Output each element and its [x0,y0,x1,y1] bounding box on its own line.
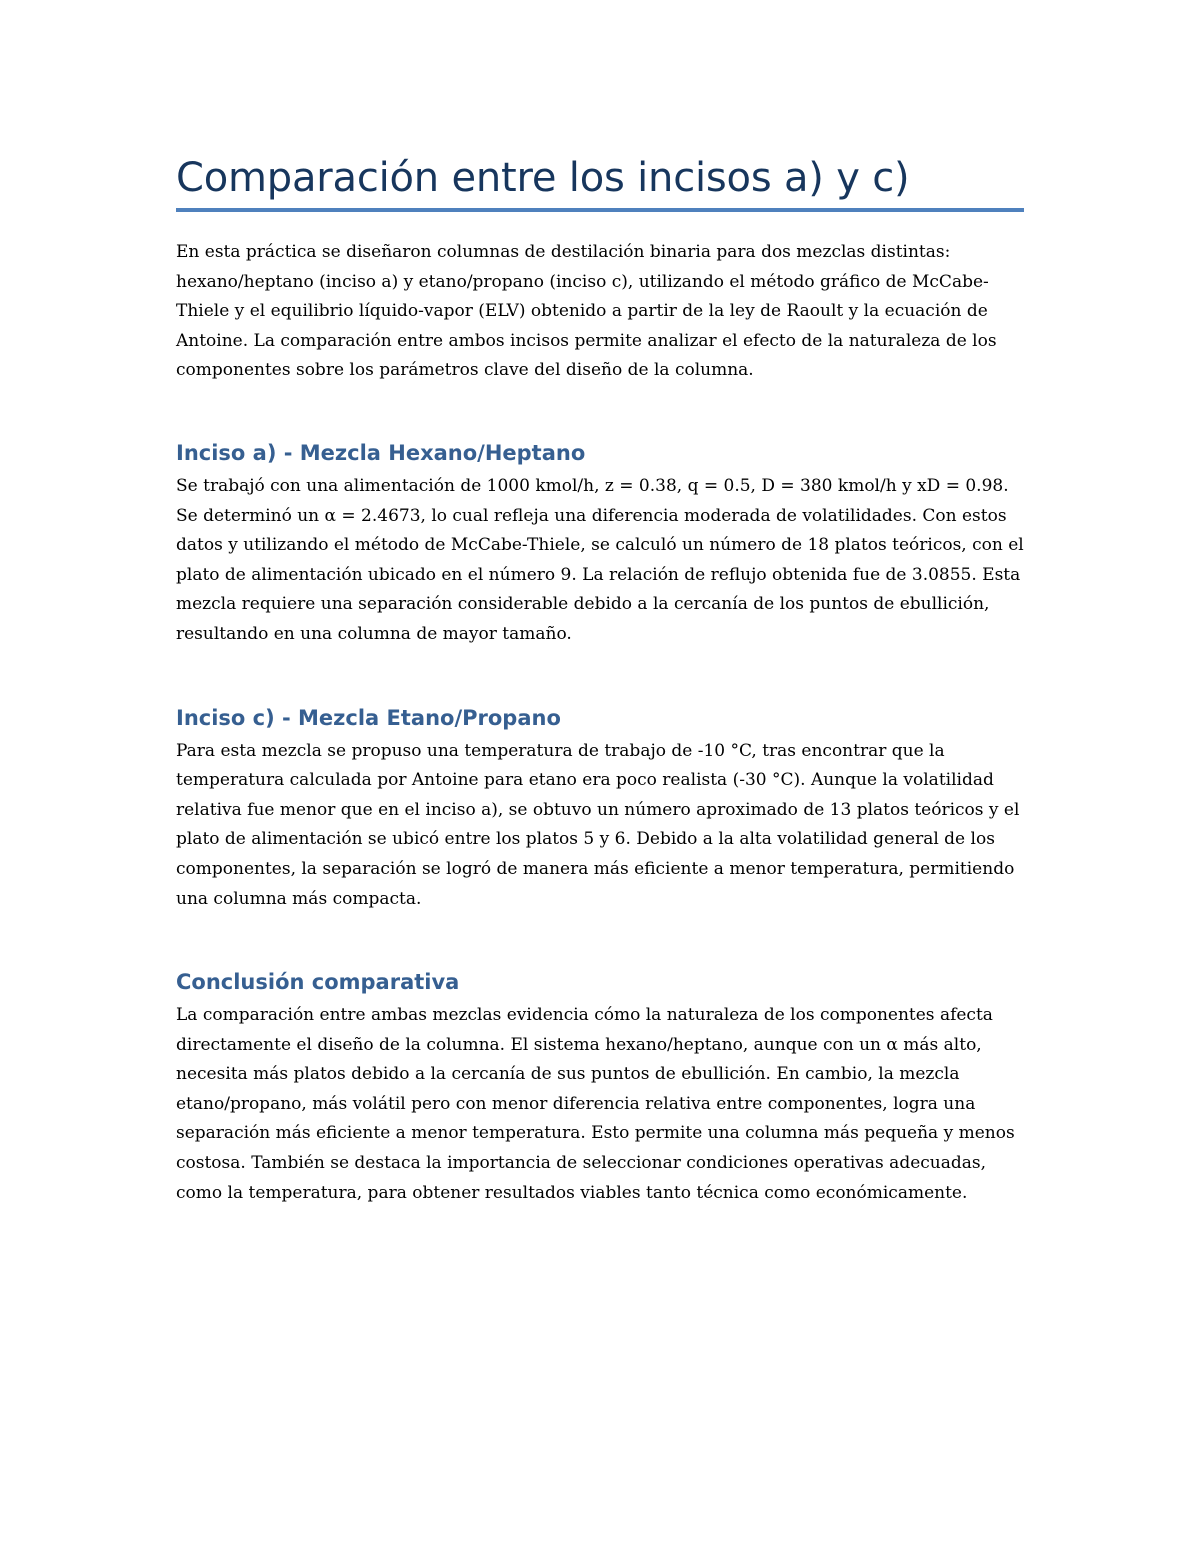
section-text-conclusion: La comparación entre ambas mezclas evidencia cómo la naturaleza de los componentes afecta directamente el diseño de la columna. El sistema hexano/heptano, aunque con un α más alto, necesita más platos debido a la cercanía de sus puntos de ebullición. En cambio, la mezcla etano/propano, más volátil pero con menor diferencia relativa entre componentes, logra una separación más eficiente a menor temperatura. Esto permite una columna más pequeña y menos costosa. También se destaca la importancia de seleccionar condiciones operativas adecuadas, como la temperatura, para obtener resultados viables tanto técnica como económicamente. [176,1005,1015,1203]
document-page [176,140,1024,1208]
section-heading-inciso-a: Inciso a) - Mezcla Hexano/Heptano [176,440,586,465]
section-text-inciso-c: Para esta mezcla se propuso una temperatura de trabajo de -10 °C, tras encontrar que la temperatura calculada por Antoine para etano era poco realista (-30 °C). Aunque la volatilidad relativa fue menor que en el inciso a), se obtuvo un número aproximado de 13 platos teóricos y el plato de alimentación se ubicó entre los platos 5 y 6. Debido a la alta volatilidad general de los componentes, la separación se logró de manera más eficiente a menor temperatura, permitiendo una columna más compacta. [176,740,1020,909]
document-title: Comparación entre los incisos a) y c) [176,154,1024,212]
section-heading-inciso-c: Inciso c) - Mezcla Etano/Propano [176,705,561,730]
section-heading-conclusion: Conclusión comparativa [176,970,460,995]
intro-paragraph: En esta práctica se diseñaron columnas de destilación binaria para dos mezclas distintas: hexano/heptano (inciso a) y etano/propano (inciso c), utilizando el método gráfico de McCabe-Thiele y el equilibrio líquido-vapor (ELV) obtenido a partir de la ley de Raoult y la ecuación de Antoine. La comparación entre ambos incisos permite analizar el efecto de la naturaleza de los componentes sobre los parámetros clave del diseño de la columna. [176,242,997,381]
section-text-inciso-a: Se trabajó con una alimentación de 1000 kmol/h, z = 0.38, q = 0.5, D = 380 kmol/h y xD = 0.98. Se determinó un α = 2.4673, lo cual refleja una diferencia moderada de volatilidades. Con estos datos y utilizando el método de McCabe-Thiele, se calculó un número de 18 platos teóricos, con el plato de alimentación ubicado en el número 9. La relación de reflujo obtenida fue de 3.0855. Esta mezcla requiere una separación considerable debido a la cercanía de los puntos de ebullición, resultando en una columna de mayor tamaño. [176,475,1024,644]
